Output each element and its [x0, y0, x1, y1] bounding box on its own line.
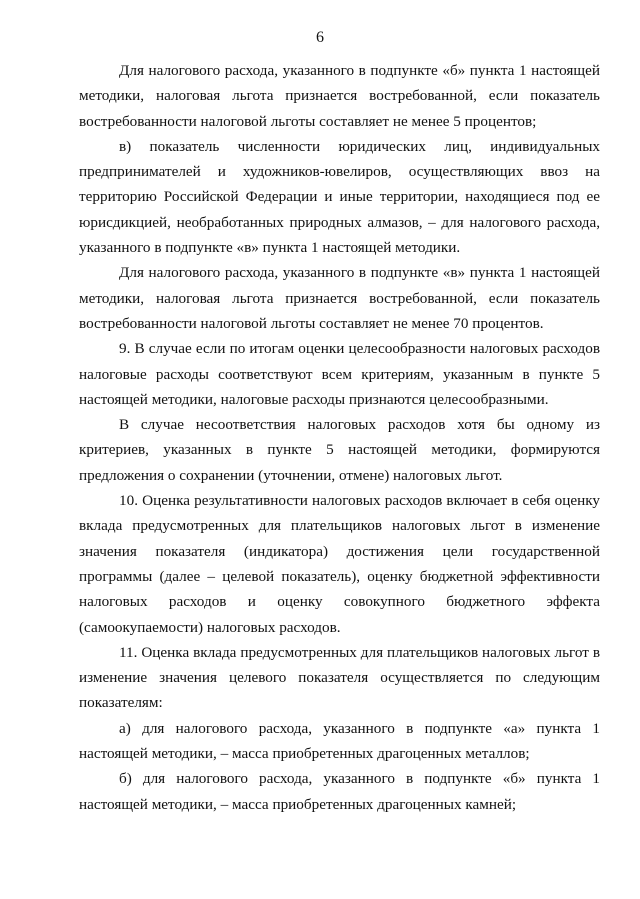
paragraph: В случае несоответствия налоговых расходов хотя бы одному из критериев, указанных в пункте 5 настоящей методики, формируются предложения о сохранении (уточнении, отмене) налоговых льгот.	[79, 416, 600, 484]
paragraph: в) показатель численности юридических лиц, индивидуальных предпринимателей и художников-ювелиров, осуществляющих ввоз на территорию Российской Федерации и иные территории, находящиеся под ее юрисдикцией, необработанных природных алмазов, – для налогового расхода, указанного в подпункте «в» пункта 1 настоящей методики.	[79, 137, 600, 257]
paragraph: б) для налогового расхода, указанного в подпункте «б» пункта 1 настоящей методики, – масса приобретенных драгоценных камней;	[79, 770, 600, 813]
document-body	[79, 58, 600, 817]
paragraph: Для налогового расхода, указанного в подпункте «б» пункта 1 настоящей методики, налоговая льгота признается востребованной, если показатель востребованности налоговой льготы составляет не менее 5 процентов;	[79, 62, 600, 130]
paragraph: 10. Оценка результативности налоговых расходов включает в себя оценку вклада предусмотренных для плательщиков налоговых льгот в изменение значения показателя (индикатора) достижения цели государственной программы (далее – целевой показатель), оценку бюджетной эффективности налоговых расходов и оценку совокупного бюджетного эффекта (самоокупаемости) налоговых расходов.	[79, 492, 600, 636]
page-number: 6	[316, 29, 324, 46]
paragraph: 11. Оценка вклада предусмотренных для плательщиков налоговых льгот в изменение значения целевого показателя осуществляется по следующим показателям:	[79, 643, 600, 712]
paragraph: 9. В случае если по итогам оценки целесообразности налоговых расходов налоговые расходы соответствуют всем критериям, указанным в пункте 5 настоящей методики, налоговые расходы признаются целесообразными.	[79, 340, 600, 408]
paragraph: Для налогового расхода, указанного в подпункте «в» пункта 1 настоящей методики, налоговая льгота признается востребованной, если показатель востребованности налоговой льготы составляет не менее 70 процентов.	[79, 264, 600, 332]
paragraph: а) для налогового расхода, указанного в подпункте «а» пункта 1 настоящей методики, – масса приобретенных драгоценных металлов;	[79, 719, 600, 763]
